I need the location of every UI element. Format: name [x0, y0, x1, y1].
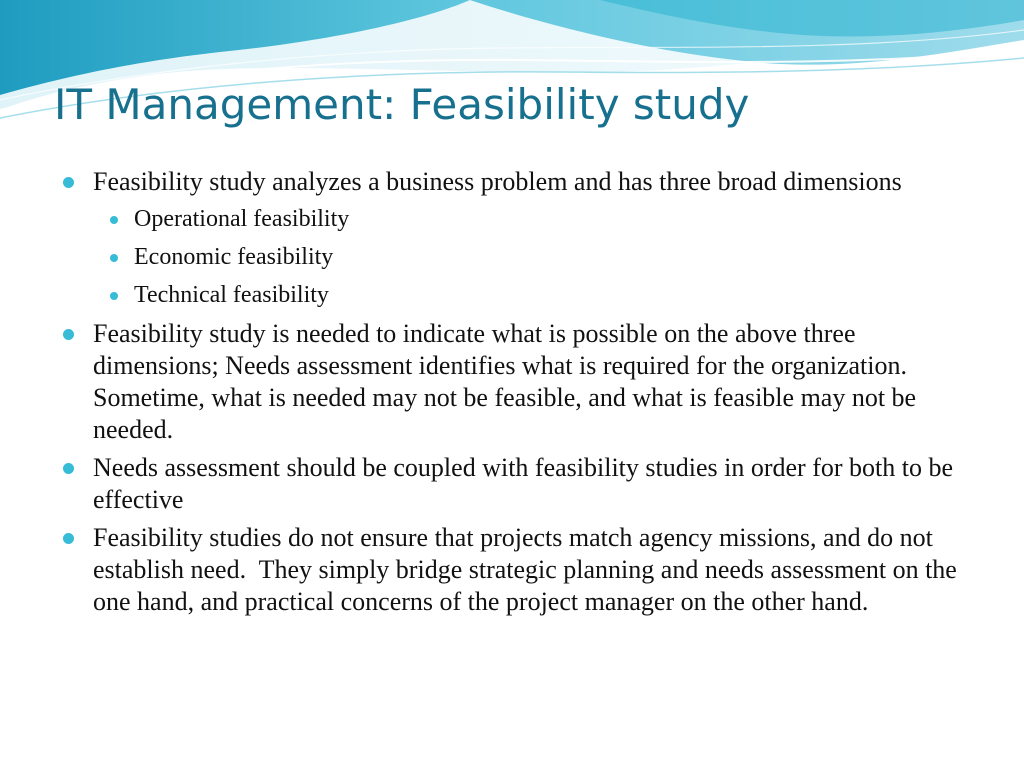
bullet-dot-icon: [63, 329, 74, 340]
sub-bullet-item-technical: [93, 280, 960, 310]
bullet-item-2: [60, 318, 960, 446]
sub-bullet-text: Technical feasibility: [134, 282, 329, 308]
bullet-dot-icon: [63, 177, 74, 188]
bullet-text: Feasibility studies do not ensure that projects match agency missions, and do not establish need. They simply bridge strategic planning and needs assessment on the one hand, and practical concerns of the project manager on the other hand.: [93, 523, 964, 616]
sub-bullet-dot-icon: [110, 292, 118, 300]
sub-bullet-item-economic: [93, 242, 960, 272]
sub-bullet-text: Economic feasibility: [134, 244, 334, 270]
bullet-list: [60, 166, 964, 618]
sub-bullet-list: [93, 204, 960, 310]
sub-bullet-dot-icon: [110, 216, 118, 224]
bullet-text: Feasibility study analyzes a business problem and has three broad dimensions: [93, 167, 902, 196]
bullet-dot-icon: [63, 533, 74, 544]
bullet-dot-icon: [63, 463, 74, 474]
bullet-item-3: [60, 452, 960, 516]
sub-bullet-dot-icon: [110, 254, 118, 262]
sub-bullet-text: Operational feasibility: [134, 206, 350, 232]
sub-bullet-item-operational: [93, 204, 960, 234]
bullet-text: Needs assessment should be coupled with feasibility studies in order for both to be effective: [93, 453, 954, 514]
slide-content: [60, 166, 964, 624]
slide-title: IT Management: Feasibility study: [54, 80, 750, 129]
bullet-text: Feasibility study is needed to indicate what is possible on the above three dimensions; Needs assessment identifies what is required for the organization. Sometime, what is needed may not be feasible, and what is feasible may not be needed.: [93, 319, 917, 444]
bullet-item-4: [60, 522, 964, 618]
bullet-item-1: [60, 166, 960, 310]
